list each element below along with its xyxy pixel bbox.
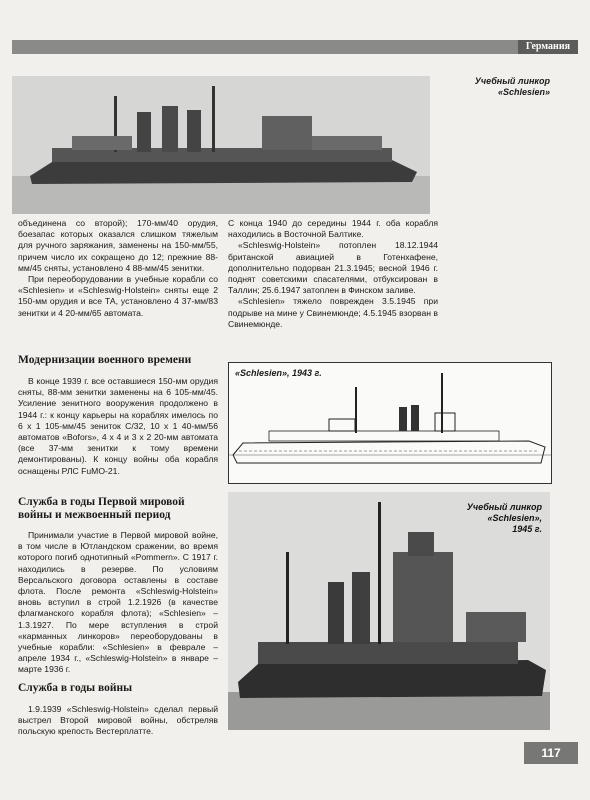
photo-bottom-caption: Учебный линкор «Schlesien», 1945 г. — [466, 502, 542, 534]
photo-top-caption: Учебный линкор «Schlesien» — [474, 76, 550, 97]
paragraph: При переоборудовании в учебные корабли со «Schlesien» и «Schleswig-Holstein» сняты еще 2 150-мм орудия и все ТА, установлено 4 37-мм/83 зенитки и 4 20-мм/65 автомата. — [18, 274, 218, 318]
left-column-text-4 — [18, 704, 218, 738]
left-column-text-1 — [18, 218, 218, 319]
paragraph: Принимали участие в Первой мировой войне, в том числе в Ютландском сражении, во время которого погиб однотипный «Pommern». С 1917 г. находились в резерве. По условиям Версальского договора оставлены в составе флота. После ремонта «Schleswig-Holstein» вновь вступил в строй 1.2.1926 (в качестве флагманского корабля флота); «Schlesien» – 1.3.1927. По мере вступления в строй «карманных линкоров» переоборудованы в учебные корабли: «Schlesien» в феврале – апреле 1934 г., «Schleswig-Holstein» в январе – марте 1936 г. — [18, 530, 218, 675]
paragraph: С конца 1940 до середины 1944 г. оба корабля находились в Восточной Балтике. — [228, 218, 438, 240]
paragraph: «Schlesien» тяжело поврежден 3.5.1945 при подрыве на мине у Свинемюнде; 4.5.1945 взорван в Свинемюнде. — [228, 296, 438, 329]
paragraph: объединена со второй); 170-мм/40 орудия, боезапас которых оказался слишком тяжелым для ручного заряжания, заменены на 150-мм/55, причем число их сокращено до 12; прежние 88-мм/45 сняты, установлено 4 88-мм/45 зенитки. — [18, 218, 218, 273]
right-column-text — [228, 218, 438, 330]
ship-photo-top — [12, 76, 430, 214]
left-column-text-3 — [18, 530, 218, 676]
ship-line-drawing — [228, 362, 552, 484]
section-tab: Германия — [518, 40, 578, 54]
paragraph: В конце 1939 г. все оставшиеся 150-мм орудия сняты, 88-мм зенитки заменены на 6 105-мм/45. Усиление зенитного вооружения продолжено в 1944 г.: к концу карьеры на кораблях имелось по 6 х 1 105-мм/45 зениток С/32, 10 х 1 40-мм/56 автоматов «Bofors», 4 х 4 и 3 х 2 20-мм автомата (все 37-мм зенитки к тому времени демонтированы). К концу войны оба корабля оснащены РЛС FuMO-21. — [18, 376, 218, 476]
paragraph: 1.9.1939 «Schleswig-Holstein» сделал первый выстрел Второй мировой войны, обстреляв польскую крепость Вестерплатте. — [18, 704, 218, 737]
drawing-caption: «Schlesien», 1943 г. — [235, 368, 322, 378]
ship-photo-bottom — [228, 492, 550, 730]
heading-ww2-service: Служба в годы войны — [18, 682, 133, 694]
left-column-text-2 — [18, 376, 218, 477]
heading-modernization: Модернизации военного времени — [18, 354, 192, 366]
header-band — [12, 40, 578, 54]
page-number: 117 — [524, 742, 578, 764]
paragraph: «Schleswig-Holstein» потоплен 18.12.1944 британской авиацией в Готенхафене, дополнительно подорван 21.3.1945; весной 1946 г. поднят советскими спасателями, отбуксирован в Таллин; 25.6.1947 затоплен в Финском заливе. — [228, 240, 438, 296]
heading-ww1-service: Служба в годы Первой мировой войны и межвоенный период — [18, 496, 185, 521]
